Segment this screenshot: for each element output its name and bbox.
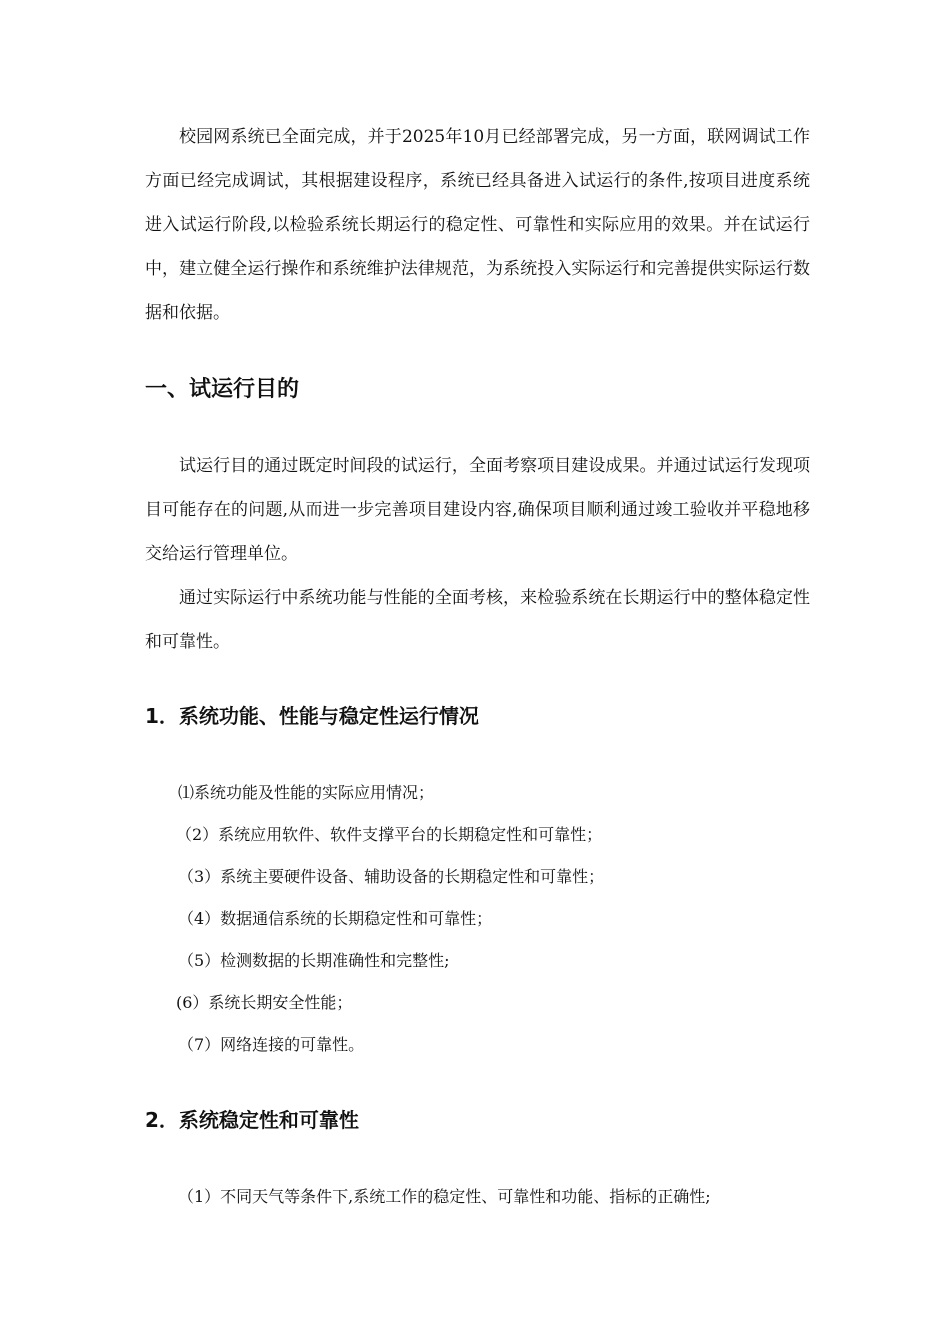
list-item: （5）检测数据的长期准确性和完整性; xyxy=(178,951,450,970)
list-item: （4）数据通信系统的长期稳定性和可靠性； xyxy=(178,909,493,928)
subsection-heading-stability-reliability: 2．系统稳定性和可靠性 xyxy=(145,1108,359,1132)
subsection-heading-function-performance: 1．系统功能、性能与稳定性运行情况 xyxy=(145,704,479,728)
list-item: （1）不同天气等条件下,系统工作的稳定性、可靠性和功能、指标的正确性; xyxy=(178,1187,711,1206)
list-item: ⑴系统功能及性能的实际应用情况； xyxy=(178,783,435,802)
purpose-paragraph-1: 试运行目的通过既定时间段的试运行，全面考察项目建设成果。并通过试运行发现项目可能存在的问题,从而进一步完善项目建设内容,确保项目顺利通过竣工验收并平稳地移交给运行管理单位。 xyxy=(145,456,810,564)
list-item: （2）系统应用软件、软件支撑平台的长期稳定性和可靠性； xyxy=(176,825,603,844)
purpose-paragraph-2: 通过实际运行中系统功能与性能的全面考核，来检验系统在长期运行中的整体稳定性和可靠性。 xyxy=(145,588,810,652)
section-heading-trial-purpose: 一、试运行目的 xyxy=(145,377,300,402)
list-item: (6）系统长期安全性能； xyxy=(176,993,353,1012)
intro-paragraph: 校园网系统已全面完成，并于2025年10月已经部署完成，另一方面，联网调试工作方面已经完成调试，其根据建设程序，系统已经具备进入试运行的条件,按项目进度系统进入试运行阶段,以检验系统长期运行的稳定性、可靠性和实际应用的效果。并在试运行中，建立健全运行操作和系统维护法律规范，为系统投入实际运行和完善提供实际运行数据和依据。 xyxy=(145,127,810,323)
list-item: （7）网络连接的可靠性。 xyxy=(178,1035,365,1054)
list-item: （3）系统主要硬件设备、辅助设备的长期稳定性和可靠性； xyxy=(178,867,605,886)
